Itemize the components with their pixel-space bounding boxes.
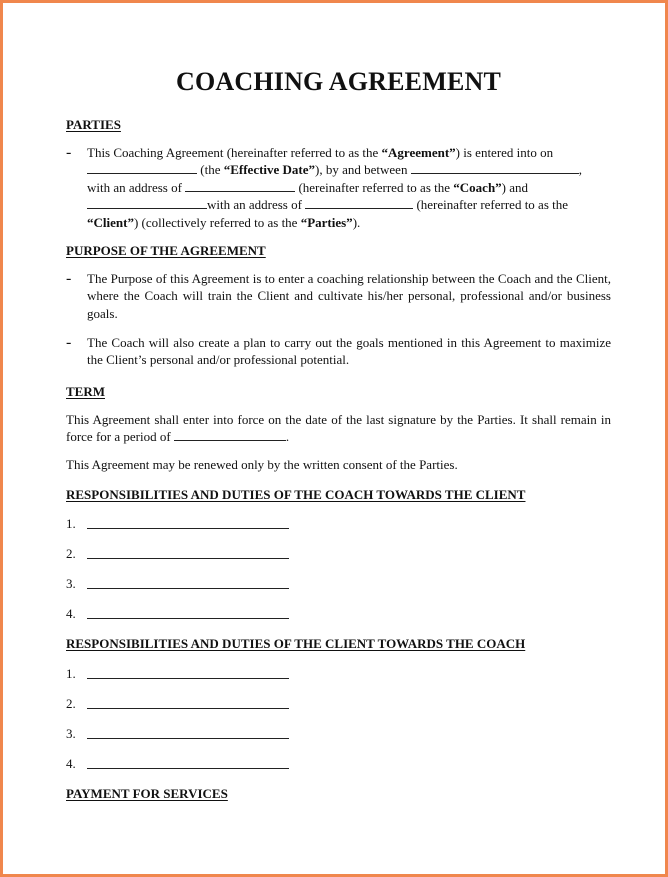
term-text-2: This Agreement may be renewed only by the written consent of the Parties. xyxy=(66,457,458,473)
text-run: This Agreement shall enter into force on the date of the last signature by the Parties. It shall remain in force for a period of xyxy=(66,411,611,444)
text-run: (hereinafter referred to as the xyxy=(413,197,569,213)
payment-heading: PAYMENT FOR SERVICES xyxy=(66,786,228,802)
list-number: 1. xyxy=(66,516,76,532)
effective-date-blank[interactable] xyxy=(87,162,197,174)
effective-date-term: “Effective Date” xyxy=(223,162,316,178)
client-duties-heading: RESPONSIBILITIES AND DUTIES OF THE CLIENT TOWARDS THE COACH xyxy=(66,636,526,652)
document-page xyxy=(66,65,611,802)
client-term: “Client” xyxy=(87,214,134,230)
purpose-heading: PURPOSE OF THE AGREEMENT xyxy=(66,243,266,259)
text-run: This Coaching Agreement (hereinafter referred to as the xyxy=(87,145,382,160)
term-period-blank[interactable] xyxy=(174,429,286,441)
fill-in-line[interactable] xyxy=(87,768,289,769)
term-heading: TERM xyxy=(66,383,105,399)
text-run: ) (collectively referred to as the xyxy=(133,214,301,230)
list-item xyxy=(66,576,611,606)
text-run: ), by and between xyxy=(315,162,411,178)
list-dash: - xyxy=(66,270,72,288)
document-title: COACHING AGREEMENT xyxy=(175,67,502,96)
fill-in-line[interactable] xyxy=(87,618,289,619)
list-item xyxy=(66,666,611,696)
fill-in-line[interactable] xyxy=(87,558,289,559)
fill-in-line[interactable] xyxy=(87,738,289,739)
purpose-text-2: The Coach will also create a plan to carry out the goals mentioned in this Agreement to maximize the Client’s personal and/or professional potential. xyxy=(87,334,611,368)
list-number: 2. xyxy=(66,696,76,712)
parties-paragraph xyxy=(66,144,611,231)
coach-address-blank[interactable] xyxy=(185,180,295,192)
list-number: 4. xyxy=(66,606,76,622)
list-number: 2. xyxy=(66,546,76,562)
list-item xyxy=(66,546,611,576)
list-number: 3. xyxy=(66,576,76,592)
text-run: ) is entered into on xyxy=(455,145,554,160)
term-text-1 xyxy=(66,411,611,446)
coach-term: “Coach” xyxy=(453,179,502,195)
list-dash: - xyxy=(66,144,72,161)
list-item xyxy=(66,726,611,756)
client-address-blank[interactable] xyxy=(305,197,413,209)
party-name-blank[interactable] xyxy=(411,162,579,174)
text-run: . xyxy=(285,428,290,444)
text-run: (hereinafter referred to as the xyxy=(295,179,454,195)
fill-in-line[interactable] xyxy=(87,678,289,679)
list-dash: - xyxy=(66,333,72,351)
list-item xyxy=(66,696,611,726)
list-item xyxy=(66,756,611,786)
fill-in-line[interactable] xyxy=(87,708,289,709)
parties-term: “Parties” xyxy=(300,214,353,230)
text-run: (the xyxy=(197,162,224,178)
fill-in-line[interactable] xyxy=(87,528,289,529)
list-number: 3. xyxy=(66,726,76,742)
parties-text xyxy=(87,144,611,231)
list-item xyxy=(66,606,611,636)
coach-duties-heading: RESPONSIBILITIES AND DUTIES OF THE COACH TOWARDS THE CLIENT xyxy=(66,487,526,503)
text-run: ). xyxy=(352,214,361,230)
purpose-item-1 xyxy=(66,270,611,322)
text-run: with an address of xyxy=(207,197,306,213)
text-run: with an address of xyxy=(87,179,186,195)
purpose-item-2 xyxy=(66,334,611,369)
purpose-text-1: The Purpose of this Agreement is to enter a coaching relationship between the Coach and the Client, where the Coach will train the Client and cultivate his/her personal, professional and/or business goals. xyxy=(87,271,611,321)
text-run: ) and xyxy=(501,179,529,195)
client-name-blank[interactable] xyxy=(87,197,207,209)
list-number: 1. xyxy=(66,666,76,682)
text-run: , xyxy=(578,162,582,178)
fill-in-line[interactable] xyxy=(87,588,289,589)
parties-heading: PARTIES xyxy=(66,117,121,132)
agreement-term: “Agreement” xyxy=(381,145,456,160)
list-item xyxy=(66,516,611,546)
list-number: 4. xyxy=(66,756,76,772)
coach-duties-list xyxy=(66,516,611,636)
client-duties-list xyxy=(66,666,611,786)
